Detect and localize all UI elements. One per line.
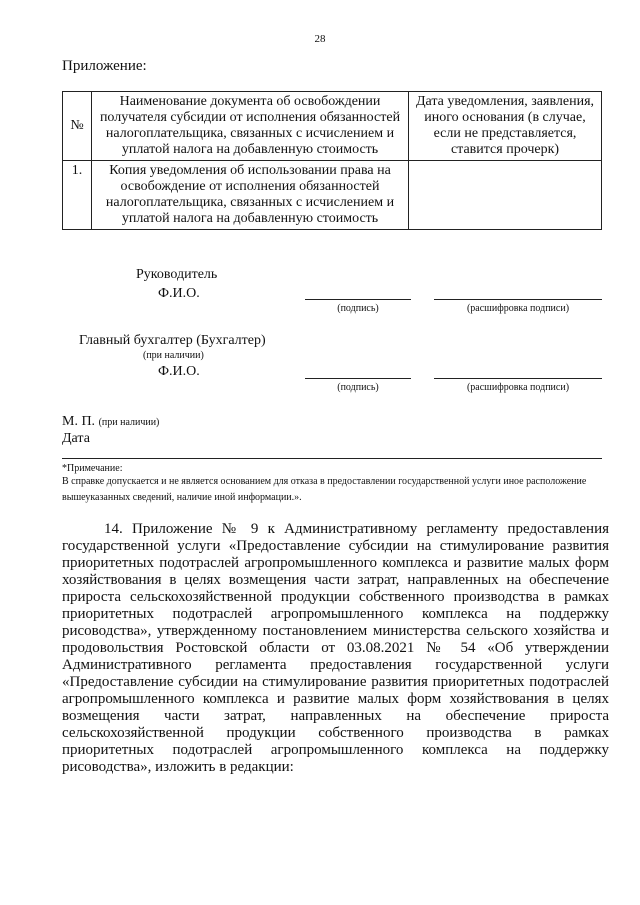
- head-signature-caption: (подпись): [337, 303, 379, 314]
- head-label: Руководитель: [136, 267, 218, 282]
- row-date: [409, 161, 602, 230]
- date-label: Дата: [62, 431, 90, 446]
- accountant-decoding-caption: (расшифровка подписи): [466, 382, 570, 393]
- stamp-if-any: (при наличии): [98, 417, 160, 428]
- accountant-signature-line: [305, 378, 411, 379]
- appendix-title: Приложение:: [62, 58, 147, 74]
- accountant-label: Главный бухгалтер (Бухгалтер): [79, 333, 266, 348]
- head-decoding-line: [434, 299, 602, 300]
- header-num: №: [63, 92, 92, 161]
- note-text: В справке допускается и не является основанием для отказа в предоставлении государственной услуги иное расположение вышеуказанных сведений, наличие иной информации.».: [62, 476, 587, 503]
- row-num: 1.: [63, 161, 92, 230]
- note-separator: [62, 458, 602, 459]
- stamp-line: [62, 414, 159, 430]
- appendix-table: [62, 91, 602, 230]
- table-row: [63, 161, 602, 230]
- accountant-if-any: (при наличии): [143, 350, 204, 361]
- table-header-row: [63, 92, 602, 161]
- head-fio-label: Ф.И.О.: [158, 286, 200, 301]
- accountant-signature-caption: (подпись): [337, 382, 379, 393]
- header-date: Дата уведомления, заявления, иного основания (в случае, если не представляется, ставится прочерк): [409, 92, 602, 161]
- note-title: *Примечание:: [62, 463, 123, 474]
- amendment-paragraph: [62, 521, 609, 776]
- stamp-label: М. П.: [62, 414, 96, 429]
- accountant-decoding-line: [434, 378, 602, 379]
- page-number: 28: [314, 33, 326, 45]
- head-signature-line: [305, 299, 411, 300]
- row-document-name: Копия уведомления об использовании права на освобождение от исполнения обязанностей налогоплательщика, связанных с исчислением и уплатой налога на добавленную стоимость: [92, 161, 409, 230]
- head-decoding-caption: (расшифровка подписи): [466, 303, 570, 314]
- header-document-name: Наименование документа об освобождении получателя субсидии от исполнения обязанностей налогоплательщика, связанных с исчислением и уплатой налога на добавленную стоимость: [92, 92, 409, 161]
- accountant-fio-label: Ф.И.О.: [158, 364, 200, 379]
- paragraph-text: 14. Приложение № 9 к Административному регламенту предоставления государственной услуги «Предоставление субсидии на стимулирование развития приоритетных подотраслей агропромышленного комплекса и развитие малых форм хозяйствования в целях возмещения части затрат, направленных на обеспечение прироста сельскохозяйственной продукции собственного производства в рамках приоритетных подотраслей агропромышленного комплекса на поддержку рисоводства», утвержденному постановлением министерства сельского хозяйства и продовольствия Ростовской области от 03.08.2021 № 54 «Об утверждении Административного регламента предоставления государственной услуги «Предоставление субсидии на стимулирование развития приоритетных подотраслей агропромышленного комплекса и развитие малых форм хозяйствования в целях возмещения части затрат, направленных на обеспечение прироста сельскохозяйственной продукции собственного производства в рамках приоритетных подотраслей агропромышленного комплекса на поддержку рисоводства», изложить в редакции:: [62, 521, 609, 775]
